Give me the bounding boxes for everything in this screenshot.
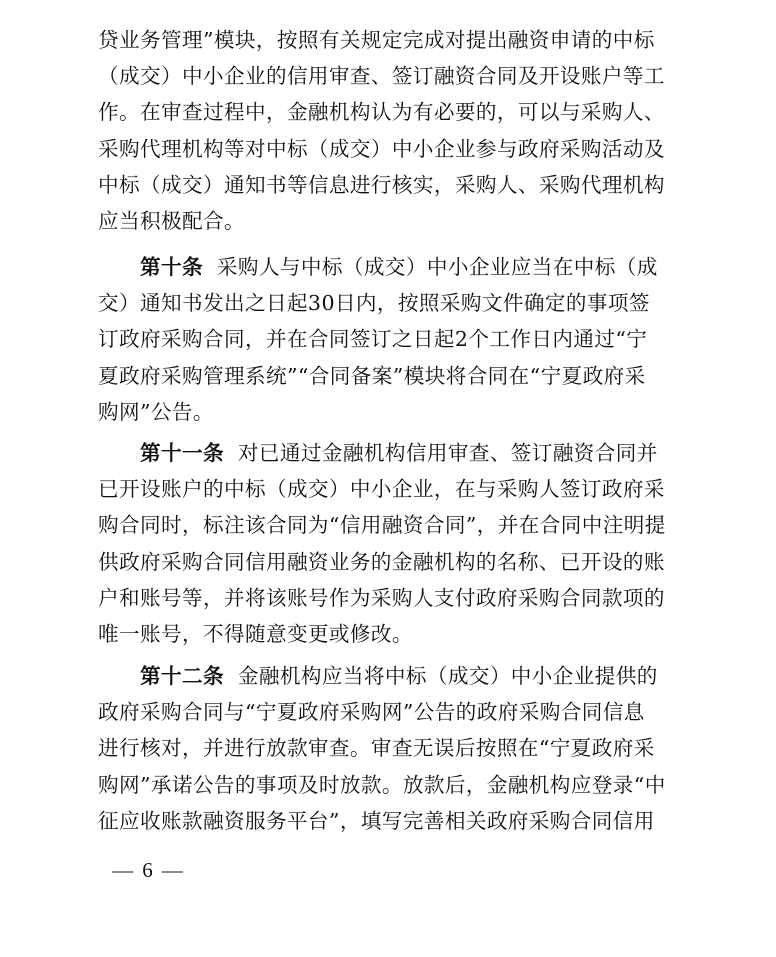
article-10-paragraph <box>98 249 668 430</box>
intro-paragraph <box>98 22 668 239</box>
article-11-paragraph <box>98 435 668 652</box>
text-line: 征应收账款融资服务平台”，填写完善相关政府采购合同信用 <box>98 808 655 833</box>
article-12-paragraph <box>98 658 668 839</box>
text-line: 采购代理机构等对中标（成交）中小企业参与政府采购活动及 <box>98 136 665 161</box>
text-line: 购网”承诺公告的事项及时放款。放款后，金融机构应登录“中 <box>98 772 666 797</box>
text-line: 中标（成交）通知书等信息进行核实，采购人、采购代理机构 <box>98 172 665 197</box>
text-line: 购网”公告。 <box>98 399 214 424</box>
text-line: 进行核对，并进行放款审查。审查无误后按照在“宁夏政府采 <box>98 736 655 761</box>
text-line: 交）通知书发出之日起30日内，按照采购文件确定的事项签 <box>98 291 650 316</box>
page-number: — 6 — <box>112 858 185 882</box>
article-first-line <box>98 658 668 694</box>
article-first-line <box>98 249 668 285</box>
text-line: 唯一账号，不得随意变更或修改。 <box>98 621 413 646</box>
article-first-line-text: 对已通过金融机构信用审查、签订融资合同并 <box>237 441 658 465</box>
text-line: 订政府采购合同，并在合同签订之日起2个工作日内通过“宁 <box>98 327 648 352</box>
article-first-line-text: 金融机构应当将中标（成交）中小企业提供的 <box>237 664 658 688</box>
article-title: 第十条 <box>140 255 203 279</box>
article-title: 第十一条 <box>140 441 224 465</box>
text-line: 户和账号等，并将该账号作为采购人支付政府采购合同款项的 <box>98 585 665 610</box>
article-first-line-text: 采购人与中标（成交）中小企业应当在中标（成 <box>216 255 658 279</box>
article-first-line <box>98 435 668 471</box>
article-title: 第十二条 <box>140 664 224 688</box>
text-line: 政府采购合同与“宁夏政府采购网”公告的政府采购合同信息 <box>98 700 645 725</box>
text-line: （成交）中小企业的信用审查、签订融资合同及开设账户等工 <box>98 64 665 89</box>
text-line: 购合同时，标注该合同为“信用融资合同”，并在合同中注明提 <box>98 513 666 538</box>
text-line: 已开设账户的中标（成交）中小企业，在与采购人签订政府采 <box>98 477 665 502</box>
text-line: 供政府采购合同信用融资业务的金融机构的名称、已开设的账 <box>98 549 665 574</box>
text-line: 作。在审查过程中，金融机构认为有必要的，可以与采购人、 <box>98 100 665 125</box>
text-line: 夏政府采购管理系统”“合同备案”模块将合同在“宁夏政府采 <box>98 363 646 388</box>
text-line: 应当积极配合。 <box>98 208 245 233</box>
text-line: 贷业务管理”模块，按照有关规定完成对提出融资申请的中标 <box>98 28 655 52</box>
